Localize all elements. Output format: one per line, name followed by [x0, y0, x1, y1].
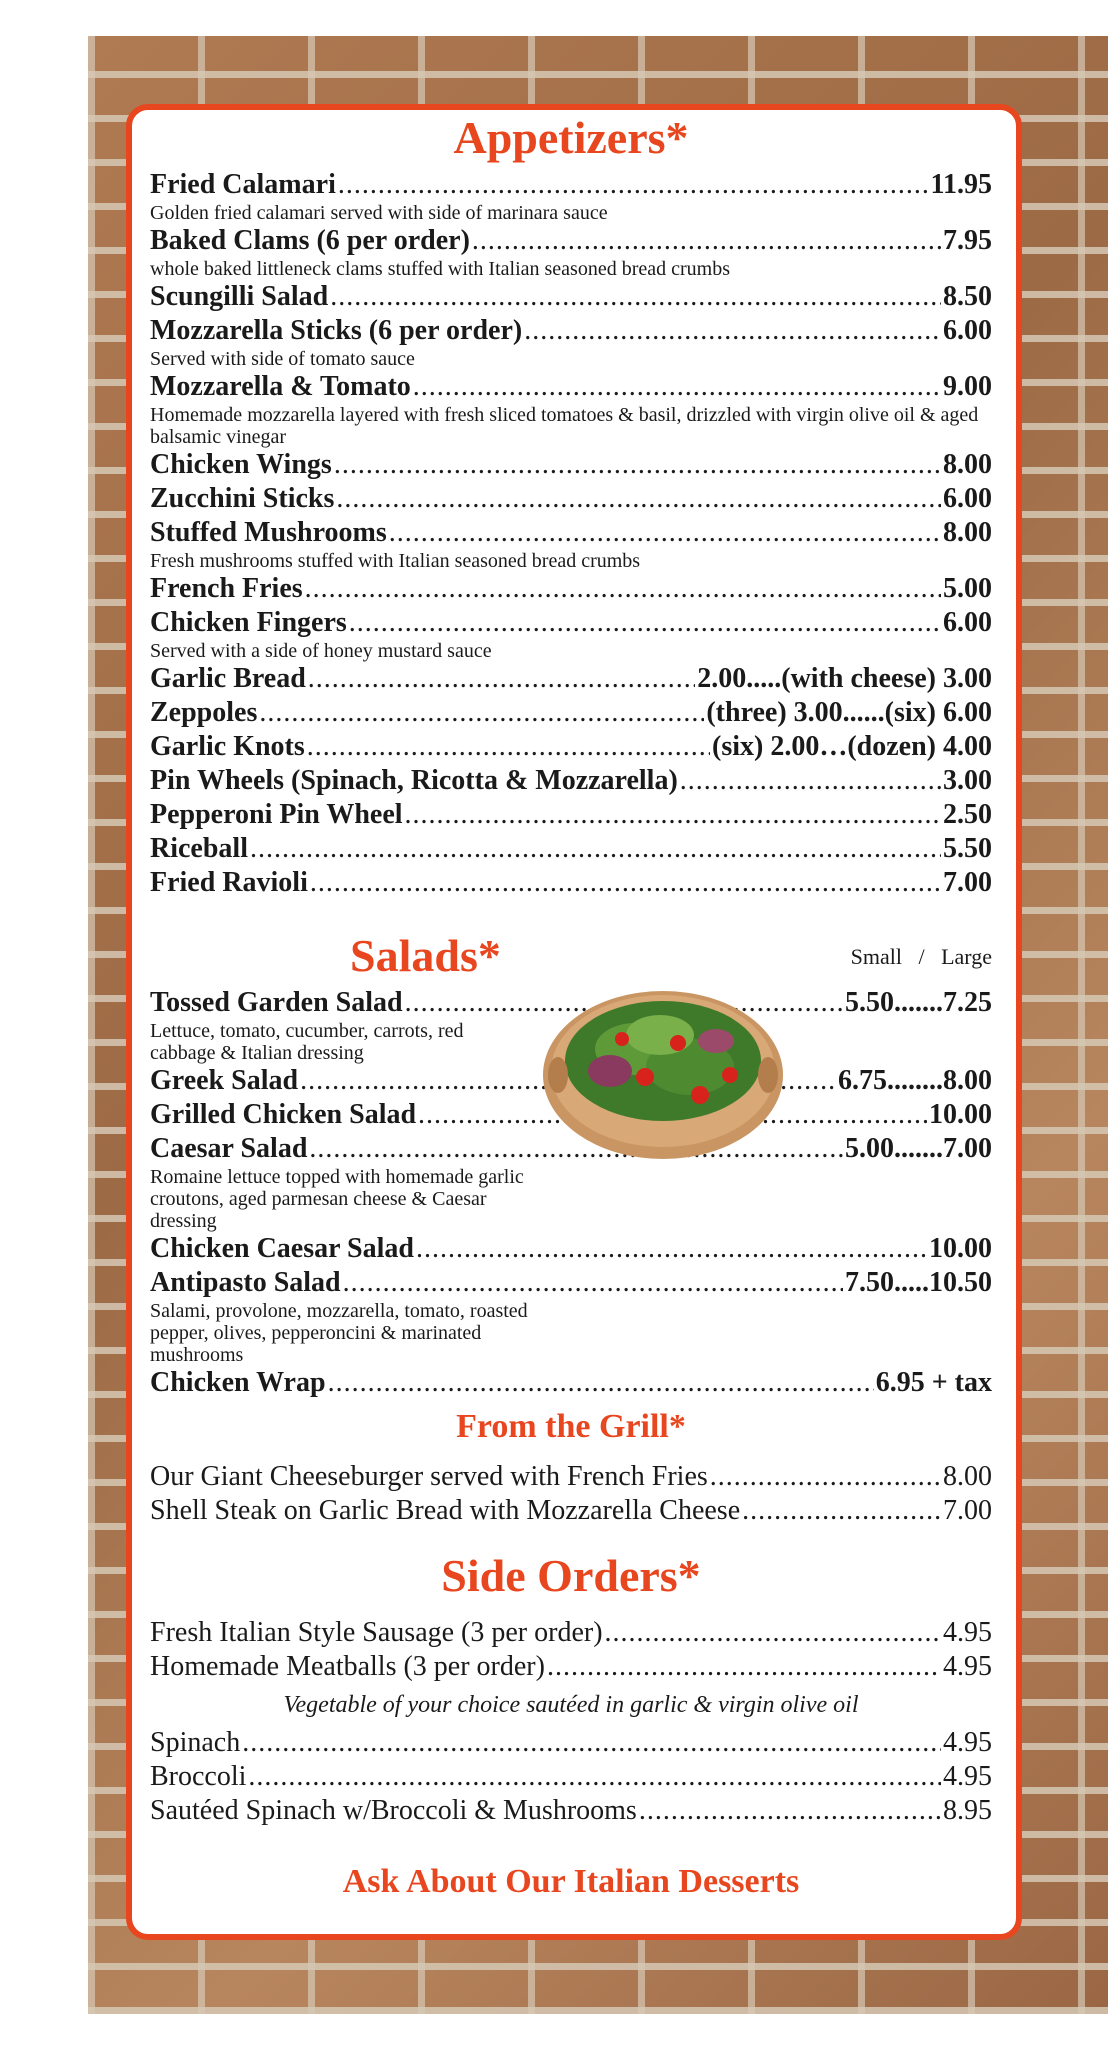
- item-price: 2.00.....(with cheese) 3.00: [697, 663, 992, 694]
- menu-item: [150, 1366, 992, 1400]
- menu-item: [150, 1460, 992, 1494]
- item-name: Baked Clams (6 per order): [150, 225, 470, 256]
- item-price: 5.00.......7.00: [845, 1133, 992, 1164]
- dot-leader: [310, 866, 941, 900]
- item-name: Chicken Wrap: [150, 1367, 326, 1398]
- item-price: (six) 2.00…(dozen) 4.00: [712, 731, 992, 762]
- grill-section: [150, 1404, 992, 1528]
- item-price: 7.00: [943, 867, 992, 898]
- vegetable-note: Vegetable of your choice sautéed in garlic & virgin olive oil: [283, 1692, 859, 1718]
- dot-leader: [308, 662, 695, 696]
- item-price: 8.00: [943, 449, 992, 480]
- item-name: Zeppoles: [150, 697, 258, 728]
- item-name: Fried Calamari: [150, 169, 336, 200]
- menu-item: [150, 832, 992, 866]
- item-name: Caesar Salad: [150, 1133, 308, 1164]
- item-name: Our Giant Cheeseburger served with French Fries: [150, 1461, 708, 1492]
- item-price: 4.95: [943, 1651, 992, 1682]
- item-name: Spinach: [150, 1727, 241, 1758]
- item-price: 4.95: [943, 1761, 992, 1792]
- item-price: 9.00: [943, 371, 992, 402]
- item-name: Pepperoni Pin Wheel: [150, 799, 403, 830]
- dot-leader: [250, 832, 941, 866]
- item-description: Golden fried calamari served with side of marinara sauce: [150, 202, 608, 224]
- menu-item: [150, 572, 992, 606]
- item-price: 7.00: [943, 1495, 992, 1526]
- appetizers-title: Appetizers*: [453, 112, 689, 163]
- grill-title: From the Grill*: [456, 1408, 686, 1445]
- item-name: Stuffed Mushrooms: [150, 517, 387, 548]
- menu-item: [150, 1232, 992, 1266]
- menu-item: [150, 866, 992, 900]
- dot-leader: [547, 1650, 941, 1684]
- item-name: Fried Ravioli: [150, 867, 308, 898]
- vegetable-list: [150, 1726, 992, 1828]
- item-name: Shell Steak on Garlic Bread with Mozzarella Cheese: [150, 1495, 741, 1526]
- item-price: 10.00: [929, 1099, 992, 1130]
- item-name: Greek Salad: [150, 1065, 299, 1096]
- side-orders-list: [150, 1616, 992, 1684]
- item-name: Garlic Bread: [150, 663, 306, 694]
- item-price: 10.00: [929, 1233, 992, 1264]
- menu-item: [150, 1760, 992, 1794]
- size-header: Small / Large: [850, 944, 992, 969]
- menu-item: [150, 1494, 992, 1528]
- menu-item: [150, 1726, 992, 1760]
- menu-item: [150, 168, 992, 202]
- item-name: Garlic Knots: [150, 731, 305, 762]
- menu-item: [150, 1794, 992, 1828]
- dot-leader: [680, 764, 941, 798]
- desserts-footer: Ask About Our Italian Desserts: [342, 1863, 800, 1900]
- item-name: Sautéed Spinach w/Broccoli & Mushrooms: [150, 1795, 637, 1826]
- dot-leader: [338, 168, 929, 202]
- salad-bowl-image: [540, 975, 786, 1163]
- item-name: Grilled Chicken Salad: [150, 1099, 417, 1130]
- item-name: Tossed Garden Salad: [150, 987, 403, 1018]
- dot-leader: [413, 370, 941, 404]
- menu-item: [150, 798, 992, 832]
- item-name: Fresh Italian Style Sausage (3 per order): [150, 1617, 603, 1648]
- item-price: 7.95: [943, 225, 992, 256]
- item-price: 5.00: [943, 573, 992, 604]
- item-price: 8.50: [943, 281, 992, 312]
- item-price: 11.95: [930, 169, 992, 200]
- item-price: 5.50.......7.25: [845, 987, 992, 1018]
- menu-item: [150, 448, 992, 482]
- item-price: 6.00: [943, 607, 992, 638]
- item-description: Romaine lettuce topped with homemade garlic croutons, aged parmesan cheese & Caesar dressing: [150, 1166, 524, 1232]
- item-name: Chicken Wings: [150, 449, 332, 480]
- dot-leader: [336, 482, 941, 516]
- item-name: Broccoli: [150, 1761, 247, 1792]
- item-price: 8.00: [943, 1461, 992, 1492]
- item-price: 4.95: [943, 1727, 992, 1758]
- item-price: 4.95: [943, 1617, 992, 1648]
- menu-item: [150, 370, 992, 404]
- menu-item: [150, 662, 992, 696]
- item-price: 7.50.....10.50: [845, 1267, 992, 1298]
- appetizers-list: [150, 168, 992, 900]
- dot-leader: [349, 606, 941, 640]
- item-price: 6.00: [943, 315, 992, 346]
- menu-item: [150, 224, 992, 258]
- dot-leader: [405, 798, 941, 832]
- item-name: Zucchini Sticks: [150, 483, 335, 514]
- item-description: Served with a side of honey mustard sauce: [150, 640, 492, 662]
- dot-leader: [416, 1232, 927, 1266]
- menu-item: [150, 696, 992, 730]
- item-price: 8.00: [943, 517, 992, 548]
- dot-leader: [259, 696, 704, 730]
- item-price: 6.95 + tax: [875, 1367, 992, 1398]
- menu-item: [150, 314, 992, 348]
- item-name: French Fries: [150, 573, 303, 604]
- item-description: Homemade mozzarella layered with fresh sliced tomatoes & basil, drizzled with virgin olive oil & aged balsamic vinegar: [150, 404, 979, 448]
- item-description: Lettuce, tomato, cucumber, carrots, red cabbage & Italian dressing: [150, 1020, 464, 1064]
- item-description: Served with side of tomato sauce: [150, 348, 415, 370]
- item-price: (three) 3.00......(six) 6.00: [706, 697, 992, 728]
- item-name: Homemade Meatballs (3 per order): [150, 1651, 545, 1682]
- dot-leader: [472, 224, 941, 258]
- dot-leader: [742, 1494, 941, 1528]
- item-name: Scungilli Salad: [150, 281, 329, 312]
- salads-title: Salads*: [350, 930, 501, 981]
- item-price: 3.00: [943, 765, 992, 796]
- menu-item: [150, 730, 992, 764]
- dot-leader: [334, 448, 941, 482]
- dot-leader: [328, 1366, 874, 1400]
- menu-item: [150, 482, 992, 516]
- dot-leader: [605, 1616, 941, 1650]
- item-description: Salami, provolone, mozzarella, tomato, roasted pepper, olives, pepperoncini & marinated mushrooms: [150, 1300, 528, 1366]
- menu-item: [150, 280, 992, 314]
- item-description: Fresh mushrooms stuffed with Italian seasoned bread crumbs: [150, 550, 641, 572]
- menu-item: [150, 606, 992, 640]
- item-price: 6.00: [943, 483, 992, 514]
- dot-leader: [305, 572, 941, 606]
- menu-item: [150, 764, 992, 798]
- dot-leader: [710, 1460, 941, 1494]
- item-price: 6.75........8.00: [838, 1065, 992, 1096]
- dot-leader: [248, 1760, 941, 1794]
- item-price: 5.50: [943, 833, 992, 864]
- item-name: Antipasto Salad: [150, 1267, 341, 1298]
- item-name: Chicken Caesar Salad: [150, 1233, 414, 1264]
- dot-leader: [330, 280, 941, 314]
- dot-leader: [524, 314, 941, 348]
- dot-leader: [242, 1726, 941, 1760]
- menu-item: [150, 1616, 992, 1650]
- side-orders-title: Side Orders*: [441, 1550, 701, 1601]
- item-name: Mozzarella & Tomato: [150, 371, 411, 402]
- item-name: Pin Wheels (Spinach, Ricotta & Mozzarella): [150, 765, 678, 796]
- item-price: 2.50: [943, 799, 992, 830]
- menu-item: [150, 1650, 992, 1684]
- item-name: Mozzarella Sticks (6 per order): [150, 315, 523, 346]
- dot-leader: [307, 730, 710, 764]
- item-price: 8.95: [943, 1795, 992, 1826]
- item-name: Chicken Fingers: [150, 607, 347, 638]
- grill-list: [150, 1460, 992, 1528]
- appetizers-section: [150, 108, 992, 900]
- dot-leader: [639, 1794, 941, 1828]
- item-name: Riceball: [150, 833, 248, 864]
- menu-item: [150, 1266, 992, 1300]
- item-description: whole baked littleneck clams stuffed with Italian seasoned bread crumbs: [150, 258, 730, 280]
- side-orders-section: [150, 1546, 992, 1828]
- dot-leader: [343, 1266, 843, 1300]
- dot-leader: [389, 516, 941, 550]
- menu-item: [150, 516, 992, 550]
